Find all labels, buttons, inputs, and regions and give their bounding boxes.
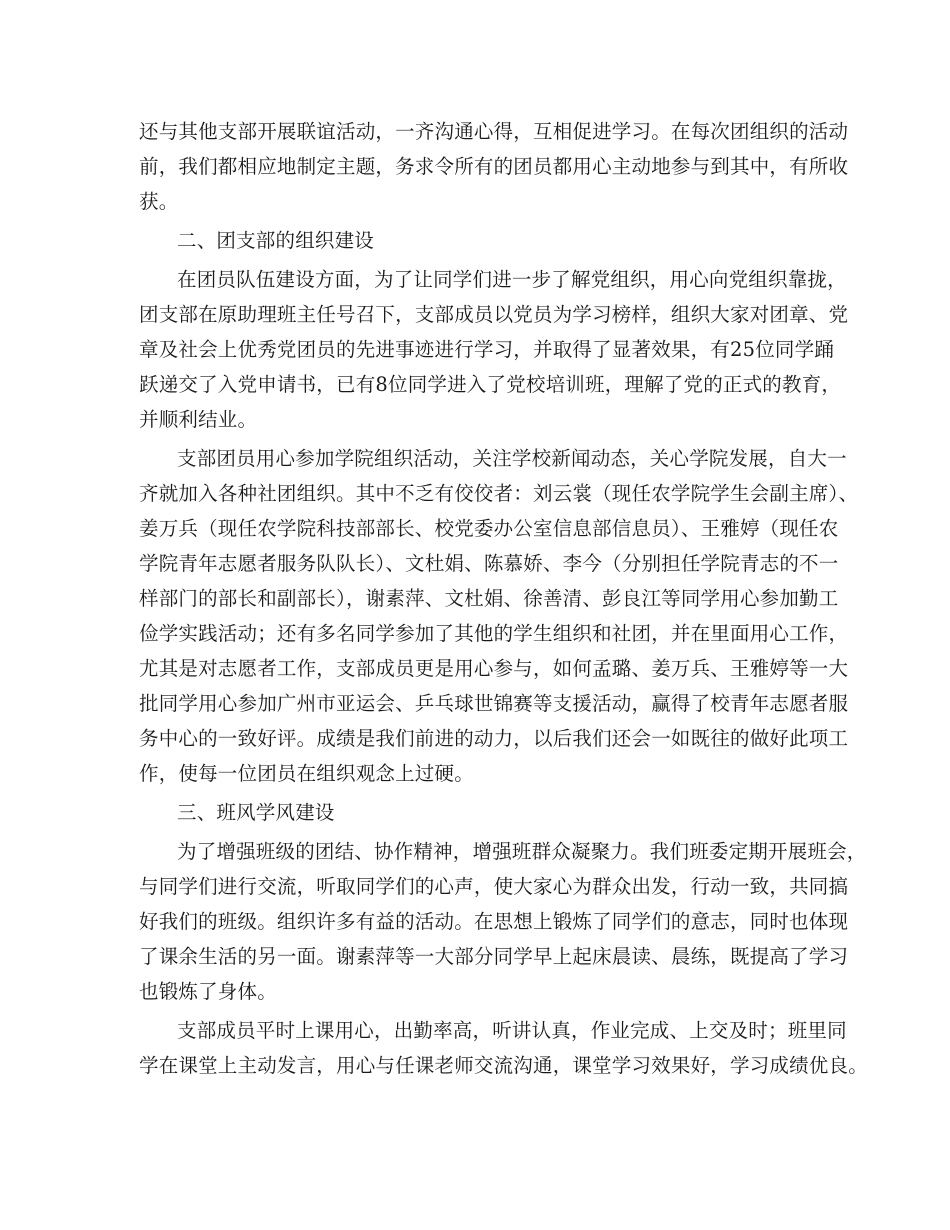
paragraph-line: 务中心的一致好评。成绩是我们前进的动力，以后我们还会一如既往的做好此项工: [139, 727, 849, 750]
paragraph-line: 也锻炼了身体。: [139, 980, 277, 1003]
paragraph-line: 作，使每一位团员在组织观念上过硬。: [139, 762, 474, 785]
paragraph-line: 团支部在原助理班主任号召下，支部成员以党员为学习榜样，组织大家对团章、党: [139, 303, 849, 326]
paragraph-line: 学在课堂上主动发言，用心与任课老师交流沟通，课堂学习效果好，学习成绩优良。: [139, 1054, 868, 1077]
paragraph-line: 获。: [139, 190, 179, 213]
paragraph-line: 支部团员用心参加学院组织活动，关注学校新闻动态，关心学院发展，自大一: [177, 447, 847, 470]
paragraph-line: 跃递交了入党申请书，已有8位同学进入了党校培训班，理解了党的正式的教育，: [139, 373, 842, 396]
paragraph-line: 并顺利结业。: [139, 408, 258, 431]
paragraph-line: 为了增强班级的团结、协作精神，增强班群众凝聚力。我们班委定期开展班会，: [177, 840, 867, 863]
paragraph-line: 齐就加入各种社团组织。其中不乏有佼佼者：刘云裳（现任农学院学生会副主席）、: [139, 482, 859, 505]
paragraph-line: 支部成员平时上课用心，出勤率高，听讲认真，作业完成、上交及时；班里同: [177, 1019, 847, 1042]
paragraph-line: 与同学们进行交流，听取同学们的心声，使大家心为群众出发，行动一致，共同搞: [139, 875, 849, 898]
paragraph-line: 学院青年志愿者服务队队长）、文杜娟、陈慕娇、李今（分别担任学院青志的不一: [139, 552, 839, 575]
paragraph-line: 前，我们都相应地制定主题，务求令所有的团员都用心主动地参与到其中，有所收: [139, 155, 849, 178]
paragraph-line: 尤其是对志愿者工作，支部成员更是用心参与，如何孟璐、姜万兵、王雅婷等一大: [139, 657, 849, 680]
paragraph-line: 姜万兵（现任农学院科技部部长、校党委办公室信息部信息员）、王雅婷（现任农: [139, 517, 839, 540]
paragraph-line: 样部门的部长和副部长），谢素萍、文杜娟、徐善清、彭良江等同学用心参加勤工: [139, 587, 839, 610]
paragraph-line: 在团员队伍建设方面，为了让同学们进一步了解党组织，用心向党组织靠拢，: [177, 268, 847, 291]
paragraph-line: 了课余生活的另一面。谢素萍等一大部分同学早上起床晨读、晨练，既提高了学习: [139, 945, 849, 968]
section-heading: 二、团支部的组织建设: [177, 229, 375, 252]
paragraph-line: 还与其他支部开展联谊活动，一齐沟通心得，互相促进学习。在每次团组织的活动: [139, 120, 849, 143]
paragraph-line: 章及社会上优秀党团员的先进事迹进行学习，并取得了显著效果，有25位同学踊: [139, 338, 835, 361]
section-heading: 三、班风学风建设: [177, 801, 335, 824]
paragraph-line: 批同学用心参加广州市亚运会、乒乓球世锦赛等支援活动，赢得了校青年志愿者服: [139, 692, 849, 715]
paragraph-line: 好我们的班级。组织许多有益的活动。在思想上锻炼了同学们的意志，同时也体现: [139, 910, 849, 933]
paragraph-line: 俭学实践活动；还有多名同学参加了其他的学生组织和社团，并在里面用心工作，: [139, 622, 849, 645]
